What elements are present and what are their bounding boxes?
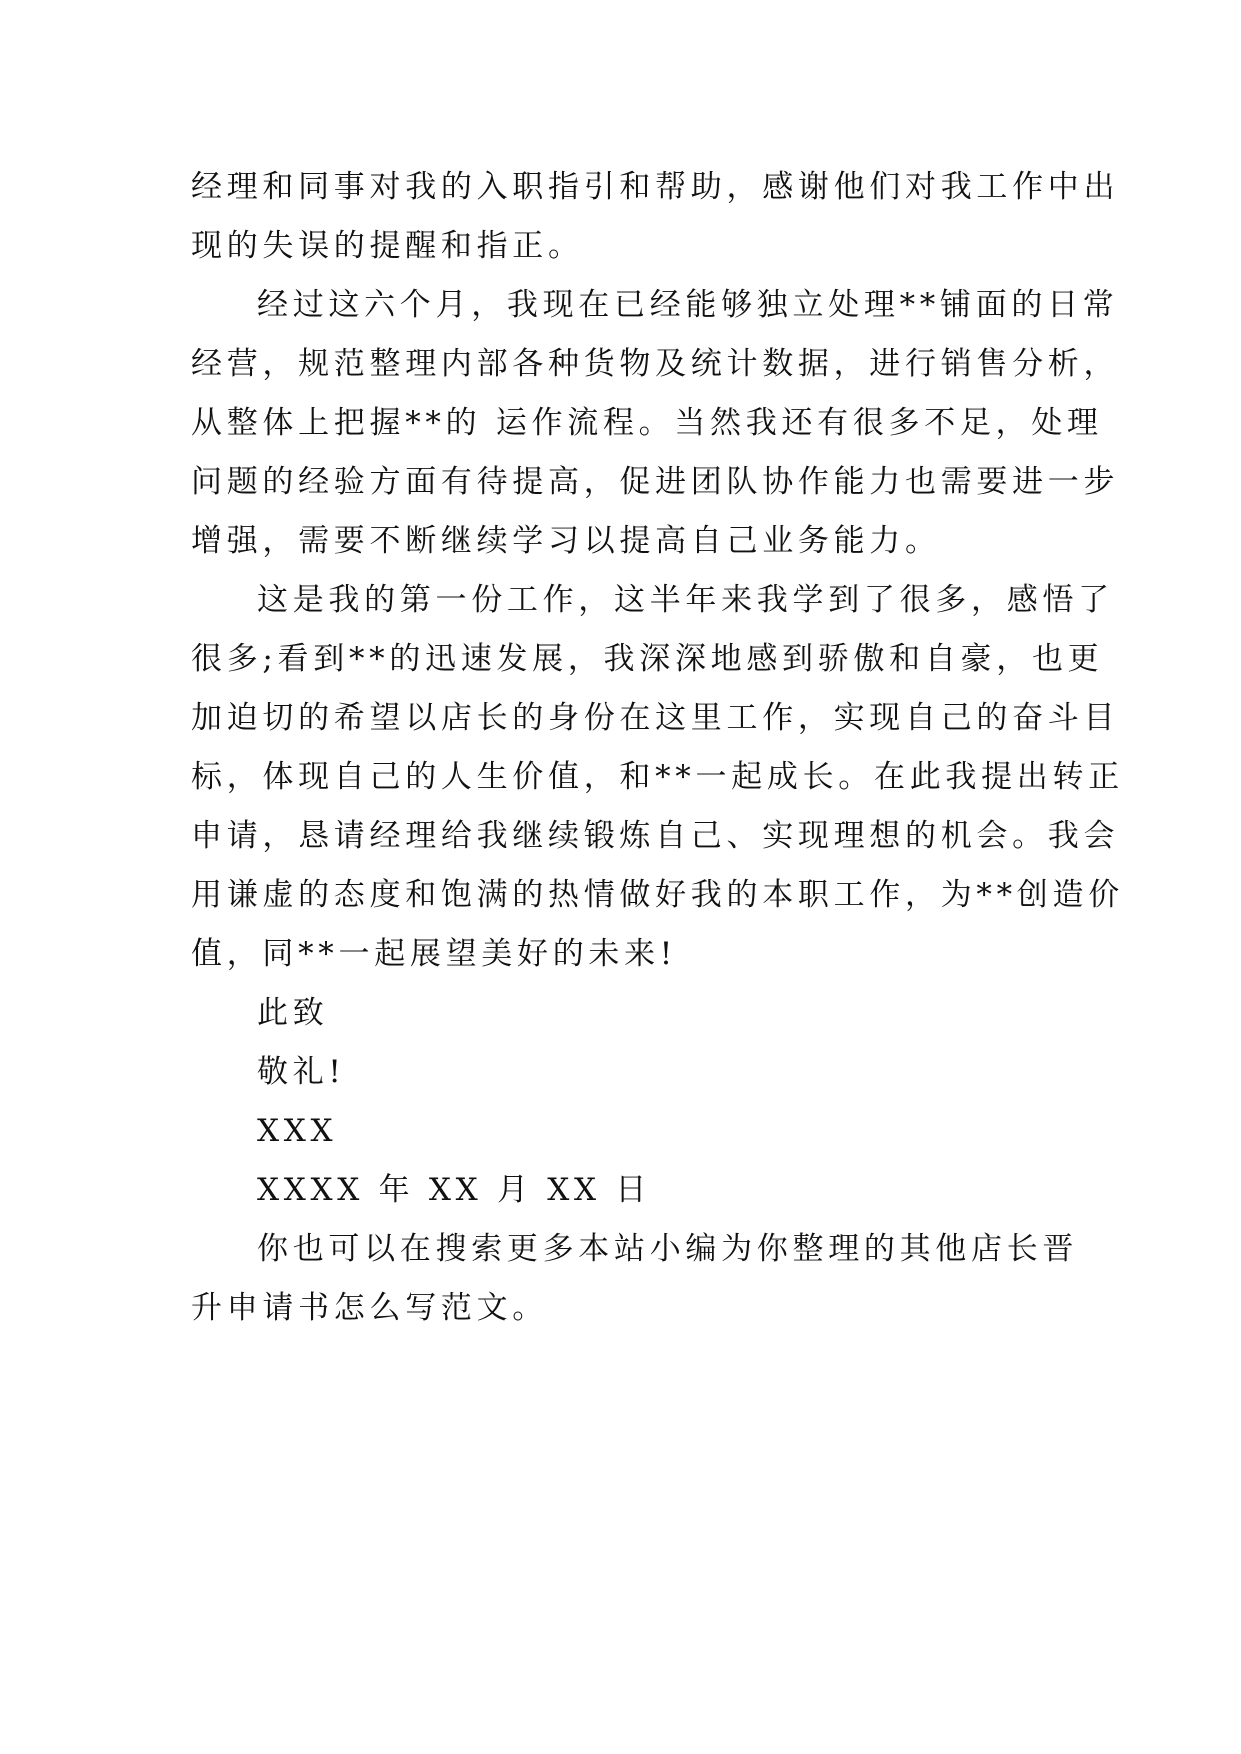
text-line: 标，体现自己的人生价值，和**一起成长。在此我提出转正 (191, 759, 1124, 795)
text-line: 从整体上把握**的 运作流程。当然我还有很多不足，处理 (191, 405, 1103, 441)
text-line: 升申请书怎么写范文。 (191, 1290, 548, 1326)
text-line: 现的失误的提醒和指正。 (191, 228, 584, 264)
closing-regards: 敬礼! (257, 1054, 346, 1090)
text-line: 经过这六个月，我现在已经能够独立处理**铺面的日常 (257, 287, 1119, 323)
text-line: 你也可以在搜索更多本站小编为你整理的其他店长晋 (257, 1231, 1079, 1267)
text-line: 申请，恳请经理给我继续锻炼自己、实现理想的机会。我会 (191, 818, 1120, 854)
text-line: 用谦虚的态度和饱满的热情做好我的本职工作，为**创造价 (191, 877, 1124, 913)
text-line: 增强，需要不断继续学习以提高自己业务能力。 (191, 523, 941, 559)
letter-body (191, 158, 1124, 1338)
text-line: 很多;看到**的迅速发展，我深深地感到骄傲和自豪，也更 (191, 641, 1104, 677)
text-line: 加迫切的希望以店长的身份在这里工作，实现自己的奋斗目 (191, 700, 1120, 736)
closing-salutation: 此致 (257, 995, 329, 1031)
text-line: 问题的经验方面有待提高，促进团队协作能力也需要进一步 (191, 464, 1120, 500)
signature-date: XXXX 年 XX 月 XX 日 (257, 1172, 652, 1208)
text-line: 值，同**一起展望美好的未来! (191, 936, 677, 972)
signature-name: XXX (257, 1113, 338, 1149)
text-line: 经理和同事对我的入职指引和帮助，感谢他们对我工作中出 (191, 169, 1120, 205)
text-line: 这是我的第一份工作，这半年来我学到了很多，感悟了 (257, 582, 1114, 618)
text-line: 经营，规范整理内部各种货物及统计数据，进行销售分析， (191, 346, 1120, 382)
